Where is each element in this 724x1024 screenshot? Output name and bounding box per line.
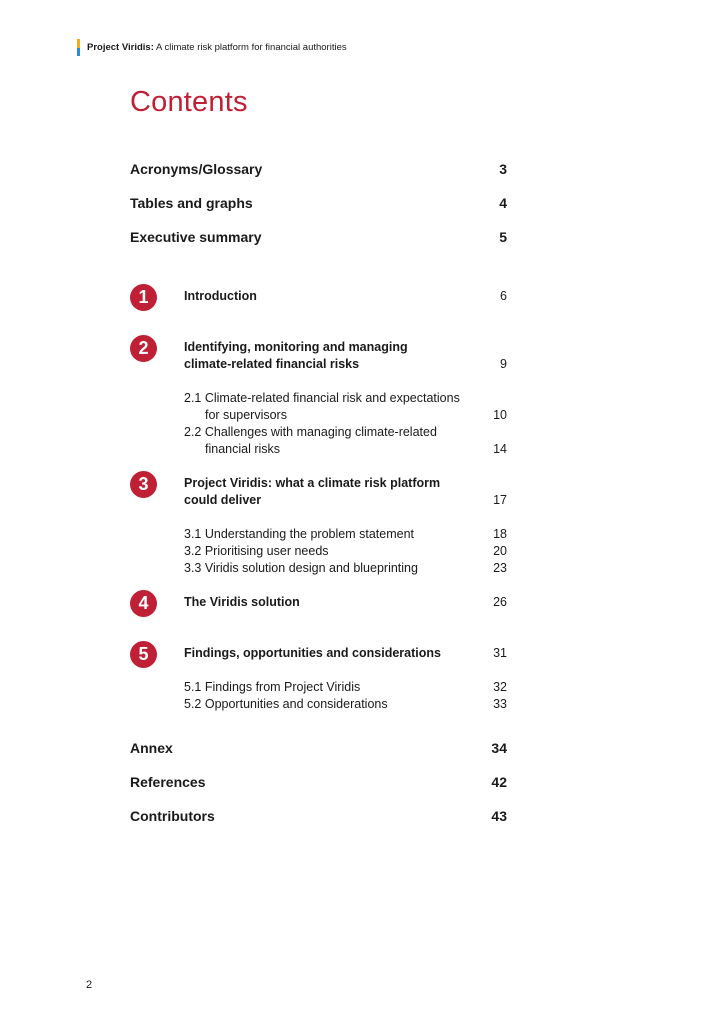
chapter-number-badge: 2 bbox=[130, 335, 157, 362]
toc-subentry[interactable] bbox=[184, 697, 507, 711]
subentry-text: 3.1 Understanding the problem statement bbox=[184, 527, 414, 541]
running-header bbox=[77, 39, 347, 56]
chapter-page: 26 bbox=[493, 595, 507, 609]
toc-label: Acronyms/Glossary bbox=[130, 161, 263, 177]
chapter-title-text: Findings, opportunities and considerations bbox=[184, 646, 441, 660]
subentry-page: 18 bbox=[493, 527, 507, 541]
toc-subentry[interactable] bbox=[184, 527, 507, 541]
chapter-title-line1 bbox=[184, 340, 507, 354]
chapter-page: 6 bbox=[500, 289, 507, 303]
toc-entry-references[interactable] bbox=[130, 774, 507, 790]
chapter-number-badge: 4 bbox=[130, 590, 157, 617]
toc-subentry-cont[interactable] bbox=[205, 408, 507, 422]
subentry-page: 32 bbox=[493, 680, 507, 694]
toc-label: Contributors bbox=[130, 808, 215, 824]
toc-page: 4 bbox=[499, 195, 507, 211]
header-bold: Project Viridis: bbox=[87, 42, 154, 53]
chapter-title bbox=[184, 289, 507, 303]
subentry-page: 23 bbox=[493, 561, 507, 575]
toc-subentry-cont[interactable] bbox=[205, 442, 507, 456]
subentry-page: 33 bbox=[493, 697, 507, 711]
toc-entry-tables[interactable] bbox=[130, 195, 507, 211]
chapter-page: 17 bbox=[493, 493, 507, 507]
toc-page: 43 bbox=[491, 808, 507, 824]
chapter-title-line2 bbox=[184, 357, 507, 371]
chapter-title-text: Identifying, monitoring and managing bbox=[184, 340, 408, 354]
toc-subentry[interactable] bbox=[184, 680, 507, 694]
subentry-page: 10 bbox=[493, 408, 507, 422]
header-text bbox=[87, 42, 347, 53]
page-number: 2 bbox=[86, 979, 93, 991]
toc-label: Tables and graphs bbox=[130, 195, 253, 211]
subentry-text: financial risks bbox=[205, 442, 281, 456]
chapter-page: 31 bbox=[493, 646, 507, 660]
chapter-number-badge: 1 bbox=[130, 284, 157, 311]
toc-page: 5 bbox=[499, 229, 507, 245]
subentry-text: 3.3 Viridis solution design and blueprinting bbox=[184, 561, 418, 575]
chapter-title bbox=[184, 646, 507, 660]
toc-page: 34 bbox=[491, 740, 507, 756]
toc-subentry[interactable] bbox=[184, 391, 507, 405]
toc-entry-contributors[interactable] bbox=[130, 808, 507, 824]
header-subtitle: A climate risk platform for financial authorities bbox=[156, 42, 347, 53]
toc-entry-acronyms[interactable] bbox=[130, 161, 507, 177]
chapter-title-line1 bbox=[184, 476, 507, 490]
header-color-bar bbox=[77, 39, 80, 56]
chapter-title-text: Project Viridis: what a climate risk platform bbox=[184, 476, 441, 490]
subentry-page: 20 bbox=[493, 544, 507, 558]
chapter-title bbox=[184, 595, 507, 609]
toc-label: Executive summary bbox=[130, 229, 262, 245]
toc-subentry[interactable] bbox=[184, 425, 507, 439]
chapter-title-text: Introduction bbox=[184, 289, 257, 303]
subentry-text: 2.1 Climate-related financial risk and expectations bbox=[184, 391, 460, 405]
subentry-text: 2.2 Challenges with managing climate-related bbox=[184, 425, 437, 439]
subentry-text: 5.1 Findings from Project Viridis bbox=[184, 680, 361, 694]
subentry-text: 5.2 Opportunities and considerations bbox=[184, 697, 388, 711]
chapter-number-badge: 3 bbox=[130, 471, 157, 498]
subentry-text: for supervisors bbox=[205, 408, 287, 422]
toc-page: 42 bbox=[491, 774, 507, 790]
chapter-number-badge: 5 bbox=[130, 641, 157, 668]
subentry-text: 3.2 Prioritising user needs bbox=[184, 544, 329, 558]
subentry-page: 14 bbox=[493, 442, 507, 456]
toc-page: 3 bbox=[499, 161, 507, 177]
chapter-title-text: The Viridis solution bbox=[184, 595, 300, 609]
toc-label: References bbox=[130, 774, 206, 790]
page-title: Contents bbox=[130, 86, 248, 118]
toc-subentry[interactable] bbox=[184, 544, 507, 558]
toc-entry-annex[interactable] bbox=[130, 740, 507, 756]
chapter-title-text: could deliver bbox=[184, 493, 262, 507]
toc-subentry[interactable] bbox=[184, 561, 507, 575]
chapter-title-line2 bbox=[184, 493, 507, 507]
toc-entry-executive-summary[interactable] bbox=[130, 229, 507, 245]
chapter-page: 9 bbox=[500, 357, 507, 371]
chapter-title-text: climate-related financial risks bbox=[184, 357, 360, 371]
toc-label: Annex bbox=[130, 740, 173, 756]
